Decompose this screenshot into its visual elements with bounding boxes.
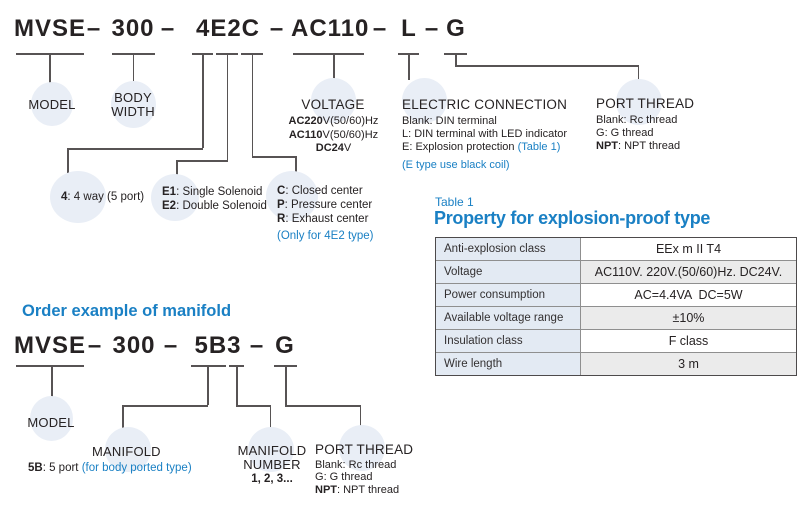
row-value: F class — [581, 330, 796, 352]
body-width-label: BODY WIDTH — [111, 90, 155, 119]
row-value: ±10% — [581, 307, 796, 329]
connector-line — [207, 365, 209, 405]
code-dash: – — [86, 15, 102, 42]
solenoid-items: E1: Single Solenoid E2: Double Solenoid — [162, 186, 267, 212]
connector-line — [227, 53, 229, 160]
row-value: AC110V. 220V.(50/60)Hz. DC24V. — [581, 261, 796, 283]
port-thread-title: PORT THREAD — [596, 96, 695, 111]
row-label: Anti-explosion class — [436, 238, 581, 260]
connection-items: Blank: DIN terminal L: DIN terminal with LED indicator E: Explosion protection (Table 1) — [402, 115, 568, 154]
voltage-items: AC220V(50/60)Hz AC110V(50/60)Hz DC24V — [288, 115, 379, 154]
manifold-item: 5B: 5 port (for body ported type) — [28, 462, 192, 474]
connector-line — [122, 405, 208, 407]
table-row — [436, 329, 796, 352]
table-row — [436, 283, 796, 306]
port-thread-items: Blank: Rc thread G: G thread NPT: NPT thread — [596, 114, 681, 152]
code-body-width: 300 — [111, 15, 155, 42]
row-value: EEx m II T4 — [581, 238, 796, 260]
connector-line — [285, 405, 361, 407]
connector-line — [202, 53, 204, 148]
code-model: MVSE — [14, 15, 87, 42]
connector-line — [252, 156, 297, 158]
code-dash: – — [424, 15, 440, 42]
connector-line — [408, 53, 410, 80]
manifold-code-manifold: 5B3 — [194, 332, 242, 359]
row-label: Insulation class — [436, 330, 581, 352]
connector-line — [133, 53, 135, 83]
code-dash: – — [87, 332, 103, 359]
connector-line — [49, 53, 51, 84]
connection-footnote: (E type use black coil) — [402, 159, 510, 171]
connector-line — [236, 405, 271, 407]
code-underline — [191, 365, 226, 367]
explosion-proof-table — [435, 237, 797, 376]
table1-reference: (Table 1) — [517, 141, 561, 154]
manifold-number-values: 1, 2, 3... — [251, 473, 293, 485]
connector-line — [455, 65, 639, 67]
manifold-heading: Order example of manifold — [22, 302, 232, 320]
row-value: 3 m — [581, 353, 796, 375]
row-label: Available voltage range — [436, 307, 581, 329]
port-thread-title: PORT THREAD — [315, 442, 414, 457]
table1-tag: Table 1 — [435, 195, 474, 209]
row-label: Wire length — [436, 353, 581, 375]
connector-line — [252, 53, 254, 156]
connector-line — [67, 148, 69, 173]
manifold-label: MANIFOLD — [92, 444, 161, 459]
table-row — [436, 306, 796, 329]
code-underline — [16, 365, 84, 367]
code-dash: – — [372, 15, 388, 42]
port-thread-items: Blank: Rc thread G: G thread NPT: NPT thread — [315, 459, 400, 496]
connector-line — [176, 160, 228, 162]
connector-line — [333, 53, 335, 80]
connector-line — [67, 148, 203, 150]
code-dash: – — [249, 332, 265, 359]
model-label: MODEL — [27, 415, 75, 430]
connector-line — [360, 405, 362, 427]
way-item: 4: 4 way (5 port) — [61, 191, 145, 203]
code-dash: – — [269, 15, 285, 42]
code-dash: – — [160, 15, 176, 42]
connection-title: ELECTRIC CONNECTION — [402, 97, 568, 112]
row-value: AC=4.4VA DC=5W — [581, 284, 796, 306]
table-row — [436, 352, 796, 375]
connector-line — [51, 365, 53, 398]
connector-line — [285, 365, 287, 405]
connector-line — [122, 405, 124, 428]
connector-line — [455, 53, 457, 65]
manifold-code-thread: G — [275, 332, 295, 359]
connector-line — [270, 405, 272, 428]
manifold-code-model: MVSE — [14, 332, 87, 359]
code-underline — [293, 53, 364, 55]
voltage-title: VOLTAGE — [301, 97, 365, 112]
table-row — [436, 260, 796, 283]
code-thread: G — [446, 15, 466, 42]
table-row — [436, 238, 796, 260]
code-dash: – — [163, 332, 179, 359]
code-voltage: AC110 — [291, 15, 370, 42]
code-valve-type: 4E2C — [195, 15, 261, 42]
manifold-number-label: MANIFOLD NUMBER — [237, 443, 307, 472]
center-type-note: (Only for 4E2 type) — [277, 230, 374, 242]
row-label: Voltage — [436, 261, 581, 283]
center-type-items: C: Closed center P: Pressure center R: Exhaust center — [277, 185, 373, 225]
code-connection: L — [401, 15, 417, 42]
connector-line — [236, 365, 238, 405]
manifold-code-body: 300 — [112, 332, 156, 359]
table1-title: Property for explosion-proof type — [434, 208, 711, 228]
row-label: Power consumption — [436, 284, 581, 306]
model-label: MODEL — [28, 97, 76, 112]
